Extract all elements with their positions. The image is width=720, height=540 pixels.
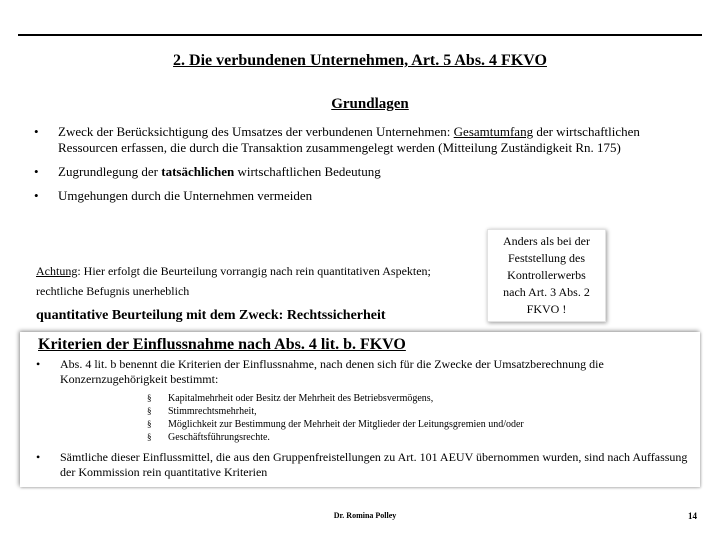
bold-term: tatsächlichen (161, 164, 235, 179)
bullet-text-part: Zugrundlegung der (58, 164, 162, 179)
list-item (147, 418, 524, 431)
criteria-list-2 (36, 450, 696, 480)
criteria-intro: Abs. 4 lit. b benennt die Kriterien der Einflussnahme, nach denen sich für die Zwecke der Umsatzberechnung die Konzernzugehörigkeit bestimmt: (60, 357, 604, 386)
criteria-list (36, 357, 696, 387)
attention-label: Achtung (36, 264, 78, 278)
list-item (34, 124, 684, 156)
callout-line: Anders als bei der (503, 234, 590, 248)
list-item (147, 392, 524, 405)
section-mark-icon: § (147, 432, 152, 442)
callout-line: nach Art. 3 Abs. 2 (503, 285, 590, 299)
footer-author: Dr. Romina Polley (333, 511, 397, 520)
section-mark-icon: § (147, 393, 152, 403)
slide-title: 2. Die verbundenen Unternehmen, Art. 5 Abs. 4 FKVO (173, 52, 547, 69)
list-item (34, 188, 684, 204)
bullet-text-part: Zweck der Berücksichtigung des Umsatzes der verbundenen Unternehmen: (58, 124, 454, 139)
criterion-text: Stimmrechtsmehrheit, (168, 406, 257, 417)
list-item (36, 450, 696, 480)
bullet-icon: • (36, 357, 41, 371)
callout-line: Feststellung des (508, 251, 585, 265)
section-mark-icon: § (147, 406, 152, 416)
list-item (36, 357, 696, 387)
summary-statement: quantitative Beurteilung mit dem Zweck: Rechtssicherheit (36, 308, 386, 323)
criterion-text: Geschäftsführungsrechte. (168, 432, 270, 443)
bullet-icon: • (34, 124, 39, 139)
bullet-icon: • (34, 188, 39, 203)
bullet-text (58, 164, 381, 180)
bullet-text-part: wirtschaftlichen Bedeutung (234, 164, 381, 179)
criterion-text: Möglichkeit zur Bestimmung der Mehrheit der Mitglieder der Leitungsgremien und/oder (168, 419, 524, 430)
bullet-icon: • (36, 450, 41, 464)
main-bullet-list (34, 124, 684, 212)
underlined-term: Gesamtumfang (453, 124, 534, 139)
bullet-text: Umgehungen durch die Unternehmen vermeiden (58, 188, 313, 203)
bullet-icon: • (34, 164, 39, 179)
bullet-text (58, 124, 684, 156)
attention-text: : Hier erfolgt die Beurteilung vorrangig nach rein quantitativen Aspekten; rechtliche Befugnis unerheblich (36, 264, 431, 298)
callout-line: Kontrollerwerbs (507, 268, 586, 282)
callout-line: FKVO ! (526, 302, 567, 316)
criteria-sub-list (147, 392, 524, 444)
attention-note (36, 261, 456, 301)
slide-subtitle: Grundlagen (331, 96, 409, 112)
callout-box (487, 229, 606, 322)
page-number: 14 (688, 511, 697, 521)
criteria-heading: Kriterien der Einflussnahme nach Abs. 4 lit. b. FKVO (38, 336, 406, 353)
list-item (147, 405, 524, 418)
list-item (147, 431, 524, 444)
top-rule (18, 34, 702, 36)
bullet-text-part: der wirtschaftlichen Ressourcen erfassen, die durch die Transaktion zusammengelegt werden (Mitteilung Zuständigkeit Rn. 175) (58, 124, 640, 155)
criteria-conclusion: Sämtliche dieser Einflussmittel, die aus den Gruppenfreistellungen zu Art. 101 AEUV übernommen wurden, sind nach Auffassung der Kommission rein quantitative Kriterien (60, 450, 688, 479)
criterion-text: Kapitalmehrheit oder Besitz der Mehrheit des Betriebsvermögens, (168, 393, 434, 404)
list-item (34, 164, 684, 180)
section-mark-icon: § (147, 419, 152, 429)
